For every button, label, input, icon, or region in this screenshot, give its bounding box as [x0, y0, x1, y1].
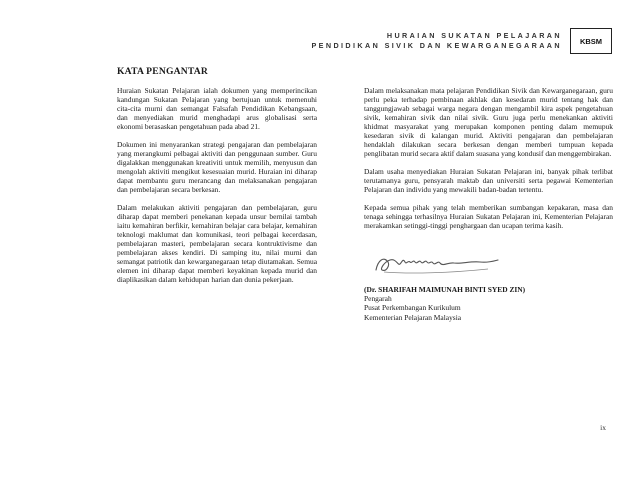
- signatory-block: [364, 285, 613, 322]
- header-text: [311, 31, 562, 51]
- signature-image: [370, 242, 502, 282]
- signatory-position: Pengarah: [364, 294, 392, 304]
- signatory-ministry: Kementerian Pelajaran Malaysia: [364, 312, 462, 322]
- left-column: [117, 86, 317, 293]
- right-column: [364, 86, 613, 322]
- signatory-name: (Dr. SHARIFAH MAIMUNAH BINTI SYED ZIN): [364, 285, 526, 294]
- paragraph: Dalam melakukan aktiviti pengajaran dan pembelajaran, guru diharap dapat memberi penekanan kepada unsur bernilai tambah iaitu kemahiran berfikir, kemahiran belajar cara belajar, kemahiran teknologi maklumat dan komunikasi, teori pelbagai kecerdasan, pembelajaran masteri, pembelajaran secara kontruktivisme dan pembelajaran akses kendiri. Di samping itu, nilai murni dan semangat patriotik dan kewarganegaraan tetap diutamakan. Semua elemen ini diharap dapat memberi keyakinan kepada murid dan diaplikasikan dalam kehidupan harian dan dunia pekerjaan.: [117, 203, 317, 284]
- paragraph: Dokumen ini menyarankan strategi pengajaran dan pembelajaran yang merangkumi pelbagai aktiviti dan penggunaan sumber. Guru digalakkan menggunakan kreativiti untuk memilih, menyusun dan mengolah aktiviti mengikut kesesuaian murid. Huraian ini diharap dapat membantu guru merancang dan melaksanakan pengajaran dan pembelajaran secara berkesan.: [117, 140, 317, 194]
- page-number: ix: [600, 423, 606, 432]
- kbsm-badge: KBSM: [570, 28, 612, 54]
- paragraph: Dalam usaha menyediakan Huraian Sukatan Pelajaran ini, banyak pihak terlibat terutamanya guru, pensyarah maktab dan universiti serta pegawai Kementerian Pelajaran dan individu yang mewakili badan-badan tertentu.: [364, 167, 613, 194]
- paragraph: Kepada semua pihak yang telah memberikan sumbangan kepakaran, masa dan tenaga sehingga terhasilnya Huraian Sukatan Pelajaran ini, Kementerian Pelajaran merakamkan setinggi-tinggi penghargaan dan ucapan terima kasih.: [364, 203, 613, 230]
- page-title: KATA PENGANTAR: [117, 66, 209, 77]
- page-header: [311, 26, 612, 56]
- paragraph: Dalam melaksanakan mata pelajaran Pendidikan Sivik dan Kewarganegaraan, guru perlu peka terhadap pembinaan akhlak dan kesedaran murid tentang hak dan tanggungjawab sebagai warga negara dengan mengambil kira aspek pengetahuan sivik, kemahiran sivik dan nilai sivik. Guru juga perlu menekankan aktiviti khidmat masyarakat yang merupakan komponen penting dalam memupuk kesedaran sivik di kalangan murid. Aktiviti pengajaran dan pembelajaran hendaklah dilakukan secara berkesan dengan memberi tumpuan kepada penglibatan murid secara aktif dalam suasana yang kondusif dan menggembirakan.: [364, 86, 613, 158]
- paragraph: Huraian Sukatan Pelajaran ialah dokumen yang memperincikan kandungan Sukatan Pelajaran yang bertujuan untuk memenuhi cita-cita murni dan semangat Falsafah Pendidikan Kebangsaan, dan menyediakan murid menghadapi arus globalisasi serta ekonomi berasaskan pengetahuan pada abad 21.: [117, 86, 317, 131]
- header-line-2: PENDIDIKAN SIVIK DAN KEWARGANEGARAAN: [311, 41, 562, 50]
- signatory-department: Pusat Perkembangan Kurikulum: [364, 303, 461, 313]
- header-line-1: HURAIAN SUKATAN PELAJARAN: [386, 31, 562, 40]
